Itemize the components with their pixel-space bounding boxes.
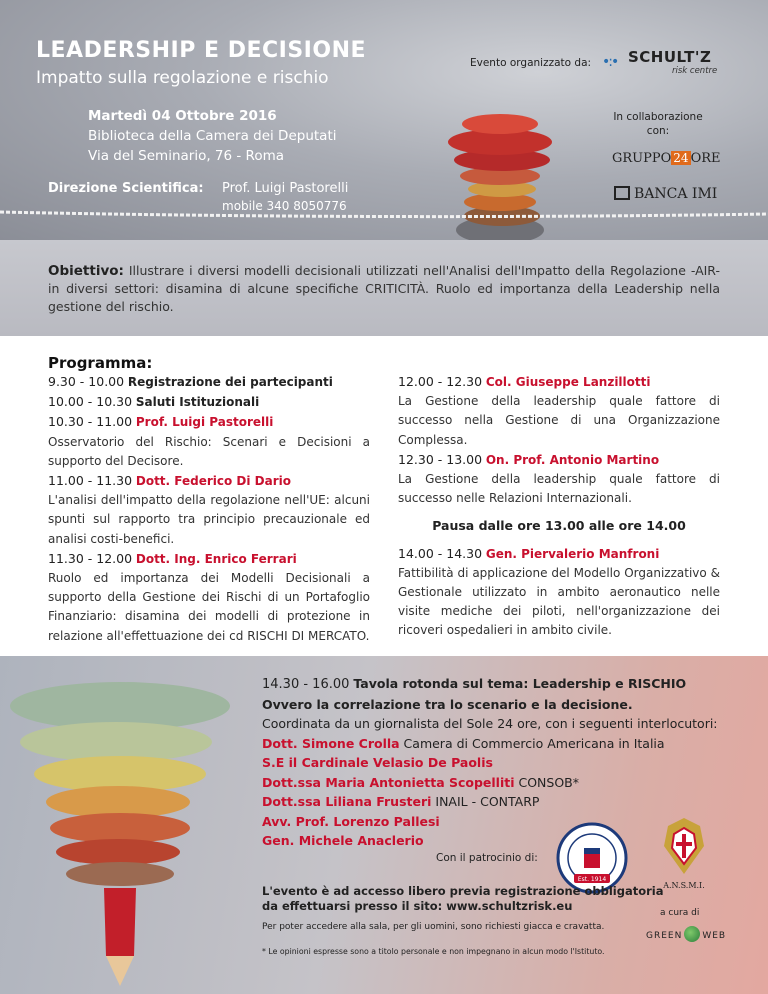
item-desc: La Gestione della leadership quale fattore di successo nella Gestione di una Organizzazione Complessa. bbox=[398, 394, 720, 447]
bancaimi-logo bbox=[614, 186, 717, 202]
organizer-sub: risk centre bbox=[672, 66, 718, 76]
round-table-section bbox=[0, 656, 768, 994]
stacked-stones-top bbox=[430, 90, 580, 250]
speaker-row bbox=[262, 753, 742, 773]
access-info bbox=[262, 884, 663, 914]
speaker-row bbox=[262, 773, 742, 793]
round-title: Tavola rotonda sul tema: Leadership e RISCHIO bbox=[353, 676, 687, 691]
round-time: 14.30 - 16.00 bbox=[262, 677, 350, 692]
partner2-name: BANCA IMI bbox=[634, 186, 718, 202]
item-speaker: Prof. Luigi Pastorelli bbox=[135, 415, 274, 430]
globe-icon bbox=[684, 926, 700, 942]
event-title: LEADERSHIP E DECISIONE bbox=[36, 38, 367, 63]
speaker-name: Avv. Prof. Lorenzo Pallesi bbox=[262, 813, 440, 829]
item-time: 14.00 - 14.30 bbox=[398, 545, 483, 561]
header-banner bbox=[0, 0, 768, 240]
item-speaker: Dott. Ing. Enrico Ferrari bbox=[135, 551, 297, 566]
item-speaker: Col. Giuseppe Lanzillotti bbox=[485, 375, 651, 389]
item-time: 11.30 - 12.00 bbox=[48, 550, 133, 566]
item-time: 12.30 - 13.00 bbox=[398, 451, 483, 467]
venue-line-2: Via del Seminario, 76 - Roma bbox=[88, 148, 285, 164]
organizer-name: SCHULT'Z bbox=[628, 48, 712, 66]
direction-name: Prof. Luigi Pastorelli bbox=[222, 181, 349, 196]
dots-icon: •:• bbox=[602, 54, 618, 70]
partner1-b: ORE bbox=[690, 151, 721, 166]
program-column-left bbox=[48, 372, 370, 646]
direction-label: Direzione Scientifica: bbox=[48, 181, 204, 196]
round-table-header bbox=[262, 674, 742, 695]
item-speaker: Gen. Piervalerio Manfroni bbox=[485, 546, 660, 561]
program-item bbox=[48, 471, 370, 549]
bank-icon bbox=[614, 186, 630, 200]
gruppo24ore-logo bbox=[612, 151, 721, 166]
program-item bbox=[48, 392, 370, 412]
access-line-2: da effettuarsi presso il sito: www.schultzrisk.eu bbox=[262, 899, 573, 913]
speaker-name: Gen. Michele Anaclerio bbox=[262, 833, 424, 848]
collab-label: In collaborazione con: bbox=[613, 111, 703, 137]
greenweb-logo bbox=[646, 926, 726, 942]
item-desc: L'analisi dell'impatto della regolazione nell'UE: alcuni spunti sul rapporto tra principio precauzionale ed analisi costi-benefici. bbox=[48, 493, 370, 546]
direction-mobile: mobile 340 8050776 bbox=[222, 199, 347, 213]
lunch-break: Pausa dalle ore 13.00 alle ore 14.00 bbox=[432, 518, 686, 534]
speaker-name: S.E il Cardinale Velasio De Paolis bbox=[262, 755, 493, 770]
speaker-row bbox=[262, 792, 742, 812]
item-desc: Fattibilità di applicazione del Modello Organizzativo & Gestionale utilizzato in ambito aeronautico nelle visite mediche dei piloti, nell'organizzazione dei ricoveri ospedalieri in ambito civile. bbox=[398, 565, 720, 638]
round-intro: Coordinata da un giornalista del Sole 24 ore, con i seguenti interlocutori: bbox=[262, 716, 718, 731]
partner1-num: 24 bbox=[673, 151, 689, 165]
program-item bbox=[48, 549, 370, 646]
access-line-1: L'evento è ad accesso libero previa registrazione obbligatoria bbox=[262, 884, 664, 898]
venue-line-1: Biblioteca della Camera dei Deputati bbox=[88, 128, 337, 144]
item-time: 11.00 - 11.30 bbox=[48, 473, 133, 489]
program-item bbox=[398, 450, 720, 509]
gw-b: WEB bbox=[702, 931, 727, 941]
item-desc: Ruolo ed importanza dei Modelli Decisionali a supporto della Gestione dei Rischi di un Portafoglio Finanziario: disamina dei modelli di protezione in relazione all'effettuazione dei cd RISCHI DI MERCATO. bbox=[48, 571, 370, 643]
stacked-stones-bottom bbox=[0, 656, 250, 994]
program-item bbox=[48, 372, 370, 392]
round-subtitle: Ovvero la correlazione tra lo scenario e la decisione. bbox=[262, 696, 633, 712]
program-item bbox=[398, 544, 720, 641]
patronage-label: Con il patrocinio di: bbox=[436, 852, 538, 864]
program-title: Programma: bbox=[48, 354, 153, 372]
gw-a: GREEN bbox=[646, 931, 683, 941]
speaker-org: CONSOB* bbox=[514, 774, 580, 790]
ansmi-label: A.N.S.M.I. bbox=[663, 881, 705, 890]
speaker-row bbox=[262, 734, 742, 754]
event-subtitle: Impatto sulla regolazione e rischio bbox=[36, 68, 329, 88]
disclaimer-note: * Le opinioni espresse sono a titolo personale e non impegnano in alcun modo l'Istituto. bbox=[262, 947, 605, 956]
seal-year: Est. 1914 bbox=[577, 876, 607, 883]
item-time: 10.00 - 10.30 bbox=[48, 394, 133, 410]
event-date: Martedì 04 Ottobre 2016 bbox=[88, 108, 277, 124]
program-item bbox=[48, 412, 370, 471]
item-speaker: On. Prof. Antonio Martino bbox=[485, 452, 660, 467]
item-time: 10.30 - 11.00 bbox=[48, 414, 133, 430]
item-speaker: Saluti Istituzionali bbox=[135, 395, 260, 410]
speaker-name: Dott.ssa Liliana Frusteri bbox=[262, 794, 432, 809]
item-desc: La Gestione della leadership quale fattore di successo nelle Relazioni Internazionali. bbox=[398, 472, 720, 506]
speaker-name: Dott. Simone Crolla bbox=[262, 735, 400, 751]
item-speaker: Dott. Federico Di Dario bbox=[135, 474, 292, 489]
schultz-logo bbox=[602, 48, 737, 78]
item-desc: Osservatorio del Rischio: Scenari e Decisioni a supporto del Decisore. bbox=[48, 434, 370, 468]
organizer-label: Evento organizzato da: bbox=[470, 57, 592, 69]
program-item bbox=[398, 372, 720, 450]
objective-text: Illustrare i diversi modelli decisionali utilizzati nell'Analisi dell'Impatto della Regolazione -AIR- in diversi settori: disamina di alcune specifiche CRITICITÀ. Ruolo ed importanza della Leadership nella gestione del rischio. bbox=[48, 263, 720, 314]
objective-band bbox=[0, 240, 768, 336]
curated-by-label: a cura di bbox=[660, 908, 700, 918]
item-time: 9.30 - 10.00 bbox=[48, 374, 125, 389]
program-column-right bbox=[398, 372, 720, 641]
speaker-org: INAIL - CONTARP bbox=[431, 794, 540, 809]
speaker-name: Dott.ssa Maria Antonietta Scopelliti bbox=[262, 774, 515, 790]
objective-label: Obiettivo: bbox=[48, 263, 124, 279]
rope-divider bbox=[0, 206, 768, 222]
speaker-org: Camera di Commercio Americana in Italia bbox=[399, 735, 665, 751]
partner1-a: GRUPPO bbox=[612, 151, 672, 166]
dress-code: Per poter accedere alla sala, per gli uomini, sono richiesti giacca e cravatta. bbox=[262, 922, 605, 932]
item-speaker: Registrazione dei partecipanti bbox=[127, 375, 333, 389]
item-time: 12.00 - 12.30 bbox=[398, 374, 483, 389]
